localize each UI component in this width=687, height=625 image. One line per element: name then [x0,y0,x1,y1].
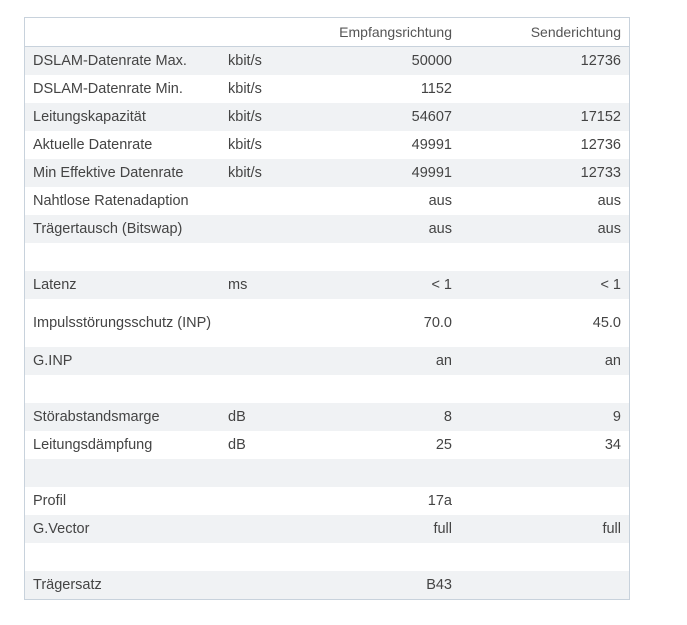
row-unit [220,515,310,543]
row-label: Profil [25,487,220,515]
table-row [25,131,629,159]
row-receive-value [310,375,460,403]
row-unit: ms [220,271,310,299]
table-row [25,271,629,299]
row-receive-value: 49991 [310,131,460,159]
row-receive-value: full [310,515,460,543]
row-unit [220,459,310,487]
table-row [25,487,629,515]
table-row [25,347,629,375]
row-send-value: aus [460,215,629,243]
table-row [25,187,629,215]
row-label: Aktuelle Datenrate [25,131,220,159]
row-send-value [460,543,629,571]
table-row [25,159,629,187]
row-send-value [460,375,629,403]
row-label [25,543,220,571]
row-send-value: 12736 [460,131,629,159]
row-send-value [460,487,629,515]
table-row-spacer [25,375,629,403]
row-unit: kbit/s [220,75,310,103]
row-receive-value: aus [310,187,460,215]
row-receive-value: < 1 [310,271,460,299]
row-send-value [460,75,629,103]
row-unit: dB [220,403,310,431]
row-label: Min Effektive Datenrate [25,159,220,187]
dsl-line-table [25,18,629,599]
row-label: Nahtlose Ratenadaption [25,187,220,215]
row-send-value: an [460,347,629,375]
table-row [25,75,629,103]
row-label: Latenz [25,271,220,299]
header-receive-direction: Empfangsrichtung [310,18,460,47]
row-unit: kbit/s [220,103,310,131]
table-row [25,515,629,543]
table-row [25,299,629,347]
row-label: Leitungskapazität [25,103,220,131]
row-unit: kbit/s [220,131,310,159]
table-row [25,403,629,431]
table-row [25,103,629,131]
table-row-spacer [25,243,629,271]
row-unit: kbit/s [220,159,310,187]
row-send-value [460,571,629,599]
row-receive-value: 54607 [310,103,460,131]
row-unit: kbit/s [220,47,310,76]
row-send-value [460,243,629,271]
header-unit [220,18,310,47]
row-send-value: 12736 [460,47,629,76]
row-send-value: < 1 [460,271,629,299]
row-unit [220,487,310,515]
row-label: G.INP [25,347,220,375]
row-receive-value [310,243,460,271]
row-unit [220,571,310,599]
row-unit [220,187,310,215]
dsl-line-table-container [24,17,630,600]
row-label [25,459,220,487]
row-receive-value: 49991 [310,159,460,187]
table-row-spacer [25,543,629,571]
row-receive-value: 50000 [310,47,460,76]
row-receive-value: 17a [310,487,460,515]
table-row [25,431,629,459]
row-receive-value: 70.0 [310,299,460,347]
row-label: G.Vector [25,515,220,543]
row-label: Trägertausch (Bitswap) [25,215,220,243]
row-receive-value: aus [310,215,460,243]
row-receive-value [310,459,460,487]
row-unit [220,215,310,243]
header-name [25,18,220,47]
row-receive-value: 8 [310,403,460,431]
row-send-value: 45.0 [460,299,629,347]
row-unit [220,375,310,403]
row-label: Impulsstörungsschutz (INP) [25,299,220,347]
row-unit [220,347,310,375]
row-send-value [460,459,629,487]
row-receive-value: B43 [310,571,460,599]
row-label: DSLAM-Datenrate Min. [25,75,220,103]
row-send-value: 34 [460,431,629,459]
row-label: Trägersatz [25,571,220,599]
row-unit [220,243,310,271]
row-send-value: 9 [460,403,629,431]
row-label [25,243,220,271]
row-send-value: 12733 [460,159,629,187]
row-unit [220,299,310,347]
table-row [25,215,629,243]
row-receive-value [310,543,460,571]
row-receive-value: 25 [310,431,460,459]
header-send-direction: Senderichtung [460,18,629,47]
table-row [25,47,629,76]
row-unit [220,543,310,571]
row-receive-value: an [310,347,460,375]
row-label: Leitungsdämpfung [25,431,220,459]
row-send-value: aus [460,187,629,215]
row-label: Störabstandsmarge [25,403,220,431]
row-unit: dB [220,431,310,459]
row-receive-value: 1152 [310,75,460,103]
table-row [25,571,629,599]
table-header-row [25,18,629,47]
row-label: DSLAM-Datenrate Max. [25,47,220,76]
table-row-spacer [25,459,629,487]
row-send-value: 17152 [460,103,629,131]
row-send-value: full [460,515,629,543]
row-label [25,375,220,403]
